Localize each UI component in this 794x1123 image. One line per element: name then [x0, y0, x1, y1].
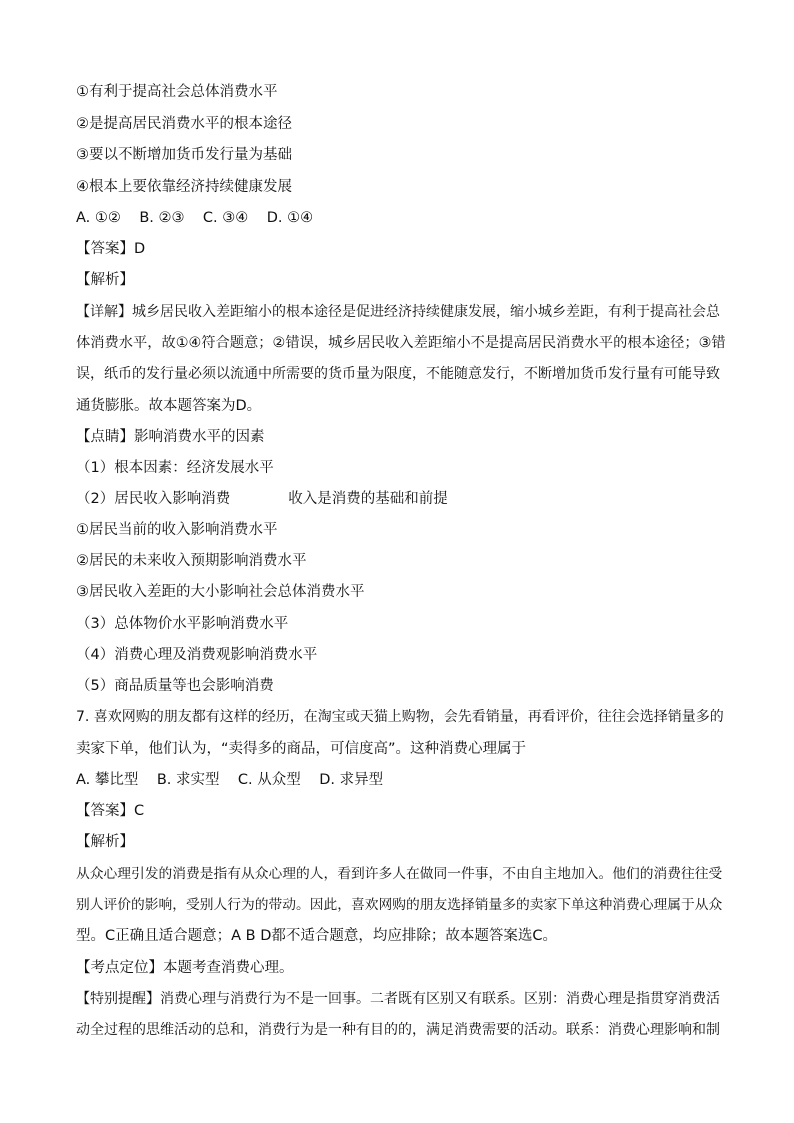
question-7-analysis-line: 别人评价的影响，受别人行为的带动。因此，喜欢网购的朋友选择销量多的卖家下单这种消费心理属于从众	[76, 897, 723, 913]
detail-line: 体消费水平，故①④符合题意；②错误，城乡居民收入差距缩小不是提高居民消费水平的根本途径；③错	[76, 335, 726, 351]
question-7-answer: 【答案】C	[76, 803, 145, 819]
question-7-point: 【考点定位】本题考查消费心理。	[76, 960, 294, 976]
factor-3: （3）总体物价水平影响消费水平	[76, 616, 289, 632]
option-4: ④根本上要依靠经济持续健康发展	[76, 179, 292, 195]
answer: 【答案】D	[76, 241, 146, 257]
factor-2-title: （2）居民收入影响消费	[76, 491, 231, 507]
tip-heading: 【点睛】影响消费水平的因素	[76, 429, 265, 445]
factor-2-note: 收入是消费的基础和前提	[288, 491, 448, 507]
analysis-heading: 【解析】	[76, 272, 134, 288]
question-7-choices: A. 攀比型 B. 求实型 C. 从众型 D. 求异型	[76, 772, 384, 788]
factor-2	[76, 489, 726, 509]
question-7-analysis-line: 从众心理引发的消费是指有从众心理的人，看到许多人在做同一件事，不由自主地加入。他们的消费往往受	[76, 866, 723, 882]
factor-4: （4）消费心理及消费观影响消费水平	[76, 647, 318, 663]
question-7-stem: 卖家下单，他们认为，“卖得多的商品，可信度高”。这种消费心理属于	[76, 741, 527, 757]
question-7-analysis-heading: 【解析】	[76, 834, 134, 850]
choices: A. ①② B. ②③ C. ③④ D. ①④	[76, 210, 314, 226]
sub-factor-3: ③居民收入差距的大小影响社会总体消费水平	[76, 584, 365, 600]
option-2: ②是提高居民消费水平的根本途径	[76, 116, 292, 132]
question-7-analysis-line: 型。C正确且适合题意；A B D都不适合题意，均应排除；故本题答案选C。	[76, 928, 557, 944]
sub-factor-1: ①居民当前的收入影响消费水平	[76, 522, 278, 538]
detail-line: 通货膨胀。故本题答案为D。	[76, 398, 262, 414]
question-7-remind-line: 【特别提醒】消费心理与消费行为不是一回事。二者既有区别又有联系。区别：消费心理是指贯穿消费活	[76, 991, 720, 1007]
option-1: ①有利于提高社会总体消费水平	[76, 84, 278, 100]
factor-1: （1）根本因素：经济发展水平	[76, 460, 274, 476]
detail-line: 误，纸币的发行量必须以流通中所需要的货币量为限度，不能随意发行，不断增加货币发行量有可能导致	[76, 366, 720, 382]
option-3: ③要以不断增加货币发行量为基础	[76, 147, 292, 163]
factor-5: （5）商品质量等也会影响消费	[76, 678, 274, 694]
question-7-stem: 7. 喜欢网购的朋友都有这样的经历，在淘宝或天猫上购物，会先看销量，再看评价，往往会选择销量多的	[76, 709, 724, 725]
sub-factor-2: ②居民的未来收入预期影响消费水平	[76, 553, 307, 569]
detail-line: 【详解】城乡居民收入差距缩小的根本途径是促进经济持续健康发展，缩小城乡差距，有利于提高社会总	[76, 304, 720, 320]
question-7-remind-line: 动全过程的思维活动的总和，消费行为是一种有目的的，满足消费需要的活动。联系：消费心理影响和制	[76, 1022, 720, 1038]
